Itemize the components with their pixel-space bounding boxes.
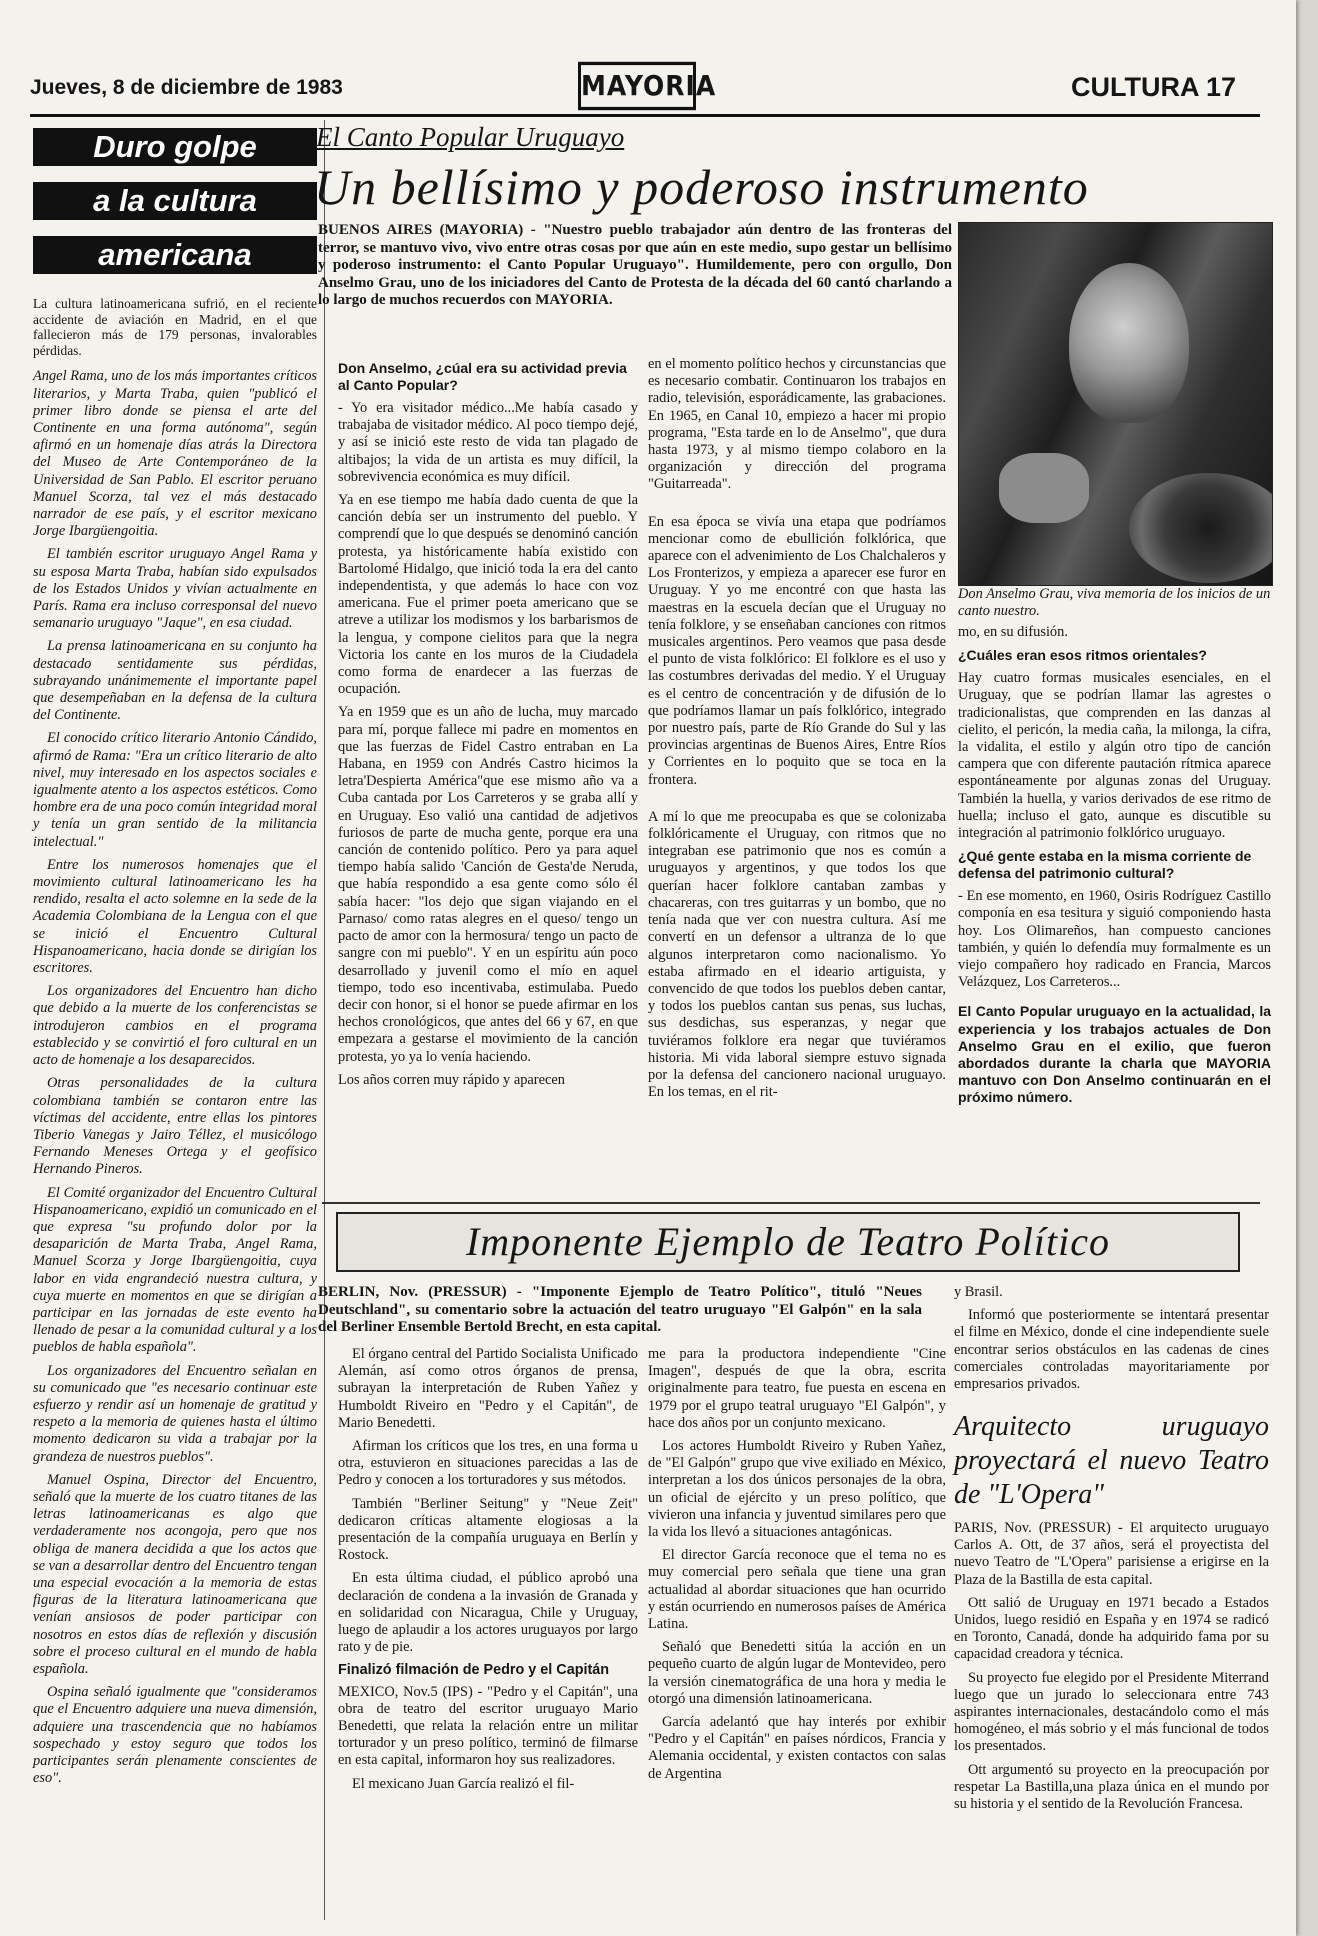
photo-hand: [999, 453, 1089, 523]
sidebar-paragraph: El conocido crítico literario Antonio Cándido, afirmó de Rama: "Era un crítico literario de alto nivel, muy interesado en los aspectos sociales e igualmente atento a los aspectos estéticos. Como hombre era de una poco común integridad moral y tenía un gran sentido de la militancia intelectual.": [33, 730, 317, 850]
photo-guitar: [1129, 473, 1273, 583]
photo-caption: Don Anselmo Grau, viva memoria de los inicios de un canto nuestro.: [958, 586, 1271, 619]
sidebar-body: [33, 368, 317, 1787]
interview-paragraph: - En ese momento, en 1960, Osiris Rodríguez Castillo componía en esa tesitura y siguió componiendo hasta hoy. Los Olimareños, han compuesto canciones también, y quién lo defendía muy formalmente es un viejo compañero hoy radicado en Francia, Marcos Velázquez, Los Carreteros...: [958, 888, 1271, 991]
interview-column-3: [958, 624, 1271, 1113]
sidebar-paragraph: Manuel Ospina, Director del Encuentro, señaló que la muerte de los cuatro titanes de las letras latinoamericanas es algo que verdaderamente nos acongoja, pero que nos obliga de manera decidida a que los actos que se van a desarrollar dentro del Encuentro tengan una especial evocación a la memoria de estas figuras de la literatura latinoamericana que venían ansiosos de poder participar con nosotros en estos días de reflexión y discusión sobre el proceso cultural en el mundo de habla española.: [33, 1471, 317, 1677]
masthead-rule: [30, 114, 1260, 117]
theatre-paragraph: Afirman los críticos que los tres, en una forma u otra, estuvieron en situaciones parecidas a las de Pedro y conocen a los torturadores y sus métodos.: [338, 1438, 638, 1489]
interview-column-2: [648, 356, 946, 1107]
film-paragraph: Informó que posteriormente se intentará presentar el filme en México, donde el cine independiente suele encontrar serios obstáculos en las cadenas de cines comerciales controladas mayoritariamente por empresarios privados.: [954, 1307, 1269, 1393]
sidebar-paragraph: Los organizadores del Encuentro han dicho que debido a la muerte de los conferencistas se introdujeron cambios en el programa establecido y se convirtió el foro cultural en un acto de homenaje a los desaparecidos.: [33, 983, 317, 1069]
film-paragraph: MEXICO, Nov.5 (IPS) - "Pedro y el Capitán", una obra de teatro del escritor uruguayo Mario Benedetti, que relata la relación entre un militar torturador y un preso político, terminó de filmarse en esta capital, informaron hoy sus realizadores.: [338, 1683, 638, 1769]
newspaper-logo: MAYORIA: [578, 62, 696, 110]
column-rule: [324, 120, 325, 1920]
portrait-photo: [958, 222, 1273, 586]
sidebar-paragraph: La prensa latinoamericana en su conjunto ha destacado sentidamente sus pérdidas, subrayando unánimemente el importante papel que desempeñaban en la defensa de la cultura del Continente.: [33, 638, 317, 724]
section-divider: [322, 1202, 1260, 1204]
interview-paragraph: - Yo era visitador médico...Me había casado y trabajaba de visitador médico. Al poco tiempo dejé, y así se inició este resto de vida tan plagado de altibajos; la vida de un artista es muy difícil, la sobrevivencia económica es muy difícil.: [338, 400, 638, 485]
theatre-headline-box: [336, 1212, 1240, 1272]
interview-paragraph: Hay cuatro formas musicales esenciales, en el Uruguay, que se podrían llamar las agrestes o tradicionalistas, que comprenden en las danzas al cielito, el pericón, la media caña, la milonga, la cifra, la vidalita, el estilo y algún otro tipo de canción campera que con diferente pautación rítmica aparece espontáneamente por algunas zonas del Uruguay. También la huella, y varios derivados de ese ritmo de huella; incluso el gato, aunque es discutible su integración al patrimonio folklórico uruguayo.: [958, 670, 1271, 842]
film-paragraph: y Brasil.: [954, 1284, 1003, 1300]
sidebar-article: [33, 296, 317, 1793]
theatre-headline: Imponente Ejemplo de Teatro Político: [465, 1219, 1111, 1264]
film-subhead: Finalizó filmación de Pedro y el Capitán: [338, 1662, 610, 1679]
theatre-column-2: [648, 1346, 946, 1789]
interview-paragraph: En esa época se vivía una etapa que podríamos mencionar como de ebullición folklórica, que aparece con el advenimiento de Los Chalchaleros y Los Fronterizos, y empieza a aparecer ese furor en Uruguay. Y yo me encontré con que hasta las maestras en la escuela decían que el Uruguay no tenía folklore, y se enseñaban canciones con ritmos musicales argentinos. Pero veamos que pasa desde el punto de vista folklórico: El folklore es el uso y las costumbres derivadas del medio. Y el Uruguay es el centro de concentración y de difusión de lo que podríamos llamar un país folklórico, integrado por nuestro país, parte de Río Grande do Sul y las provincias argentinas de Buenos Aires, Entre Ríos y Corrientes en lo poquito que se toca en la frontera.: [648, 513, 946, 788]
photo-face: [1069, 263, 1189, 423]
interview-paragraph: mo, en su difusión.: [958, 624, 1068, 640]
theatre-paragraph: En esta última ciudad, el público aprobó una declaración de condena a la invasión de Granada y en solidaridad con Nicaragua, Chile y Uruguay, luego de aplaudir a los actores uruguayos por largo rato y de pie.: [338, 1570, 638, 1656]
sidebar-paragraph: Angel Rama, uno de los más importantes críticos literarios, y Marta Traba, quien "publicó el primer libro donde se piensa el arte del Continente en una forma autónoma", según afirmó en un homenaje días atrás la Directora del Museo de Arte Contemporáneo de la Universidad de San Pablo. El escritor peruano Manuel Scorza, tal vez el más destacado narrador de ese país, y el escritor mexicano Jorge Ibargüengoitia.: [33, 368, 317, 540]
interview-question: ¿Qué gente estaba en la misma corriente de defensa del patrimonio cultural?: [958, 848, 1252, 882]
interview-paragraph: en el momento político hechos y circunstancias que es necesario combatir. Continuaron los trabajos en radio, televisión, esporádicamente, las grabaciones. En 1965, en Canal 10, empiezo a hacer mi propio programa, "Esta tarde en lo de Anselmo", que dura hasta 1973, y al mismo tiempo colaboro en la organización y dirección del programa "Guitarreada".: [648, 356, 946, 493]
article-kicker: El Canto Popular Uruguayo: [316, 122, 625, 152]
section-label: CULTURA 17: [1070, 72, 1236, 102]
sidebar-paragraph: Otras personalidades de la cultura colombiana también se contaron entre las víctimas del accidente, entre ellas los pintores Tiberio Vanegas y Jairo Téllez, el musicólogo Fernando Meneses Ortega y el geofísico Hernando Pineros.: [33, 1075, 317, 1178]
film-paragraph: me para la productora independiente "Cine Imagen", después de que la obra, escrita originalmente para teatro, fue puesta en escena en 1979 por el grupo teatral uruguayo "El Galpón", y hace dos años por un conjunto mexicano.: [648, 1346, 946, 1431]
film-paragraph: Los actores Humboldt Riveiro y Ruben Yañez, de "El Galpón" grupo que vive exiliado en México, interpretan a los dos únicos personajes de la obra, un oficial de ejército y un preso político, que vivieron una infancia y juventud similares pero que la vida los llevó a situaciones antagónicas.: [648, 1438, 946, 1541]
sidebar-title-line-2: a la cultura: [33, 182, 317, 220]
architect-headline: Arquitecto uruguayo proyectará el nuevo Teatro de "L'Opera": [954, 1411, 1269, 1510]
interview-paragraph: Ya en 1959 que es un año de lucha, muy marcado para mí, porque fallece mi padre en momentos en que las fuerzas de Fidel Castro entraban en La Habana, en 1959 con Andrés Castro hicimos la letra'Despierta América"que ese mismo año va a Cuba cantada por Los Carreteros y se graba allí y en Uruguay. Eso valió una cantidad de adjetivos furiosos de parte de mucha gente, porque era una canción de contenido político. Pero ya para aquel tiempo había salido 'Canción de Gesta'de Neruda, que había respondido a esa gente como sólo él sabía hacer: "los dejo que sigan viajando en el Parnaso/ como ratas alegres en el queso/ tengo un pacto de amor con la hermosura/ tengo un pacto de sangre con mi pueblo". Y en un espíritu aún poco desarrollado y juvenil como el mío en aquel tiempo, todo eso incentivaba, estimulaba. Puedo decir con honor, si el honor se puede afirmar en los hechos cronológicos, que antes del 66 y 67, en que empezara a gestarse el movimiento de la canción protesta, yo ya lo venía haciendo.: [338, 704, 638, 1065]
theatre-column-1: [338, 1346, 638, 1799]
sidebar-paragraph: El Comité organizador del Encuentro Cultural Hispanoamericano, expidió un comunicado en el que expresa "su profundo dolor por la desaparición de Marta Traba, Angel Rama, Manuel Scorza y Jorge Ibargüengoitia, cuya labor en vida engrandeció nuestra cultura, y cuya muerte en momentos en que se dirigían a participar en las jornadas de este evento ha llenado de pesar a la comunidad cultural y a los pueblos de habla española".: [33, 1184, 317, 1356]
sidebar-title-line-3: americana: [33, 236, 317, 274]
architect-article: [954, 1520, 1269, 1819]
theatre-paragraph: También "Berliner Seitung" y "Neue Zeit" dedicaron críticas altamente elogiosas a la presentación de la compañía uruguaya en Berlín y Rostock.: [338, 1495, 638, 1564]
sidebar-paragraph: El también escritor uruguayo Angel Rama y su esposa Marta Traba, habían sido expulsados de los Estados Unidos y vivían actualmente en París. Rama era incluso corresponsal del nuevo semanario uruguayo "Jaque", en esa ciudad.: [33, 546, 317, 632]
interview-column-1: [338, 356, 638, 1095]
sidebar-paragraph: Entre los numerosos homenajes que el movimiento cultural latinoamericano les ha rendido, resalta el acto solemne en la sede de la Academia Colombiana de la Lengua con el que se inició el Encuentro Cultural Hispanoamericano, hacia donde se dirigían los escritores.: [33, 856, 317, 977]
interview-paragraph: A mí lo que me preocupaba es que se colonizaba folklóricamente el Uruguay, con ritmos que no integraban ese patrimonio que nos es común a uruguayos y argentinos, y que todos los que querían hacer folklore cantaban zambas y chacareras, con tres guitarras y un bombo, que no tenía nada que ver con nuestra cultura. Así me convertí en un defensor a ultranza de lo que algunos interpretaron como nacionalismo. Yo estaba afirmado en el ideario artiguista, y convencido de que todos los pueblos deben cantar, y todos los pueblos cantan sus penas, sus luchas, sus desdichas, sus esperanzas, y negar que tuviéramos folklore era negar que tuviéramos historia. Mi vida laboral siempre estuvo signada por la defensa del cancionero nacional uruguayo. En los temas, en el rit-: [648, 808, 946, 1101]
interview-paragraph: Los años corren muy rápido y aparecen: [338, 1071, 565, 1088]
sidebar-intro: La cultura latinoamericana sufrió, en el reciente accidente de aviación en Madrid, en el que fallecieron más de 179 personas, invalorables pérdidas.: [33, 296, 317, 358]
sidebar-paragraph: Los organizadores del Encuentro señalan en su comunicado que "es necesario continuar este esfuerzo y rendir así un homenaje de gratitud y respeto a la memoria de quienes hasta el último momento dedicaron su vida a trabajar por la grandeza de nuestros pueblos".: [33, 1362, 317, 1465]
article-lead: BUENOS AIRES (MAYORIA) - "Nuestro pueblo trabajador aún dentro de las fronteras del terror, se mantuvo vivo, vivo entre otras cosas por que aún en este medio, supo gestar un bellísimo y poderoso instrumento: el Canto Popular Uruguayo". Humildemente, pero con orgullo, Don Anselmo Grau, uno de los iniciadores del Canto de Protesta de la década del 60 cantó charlando a lo largo de muchos recuerdos con MAYORIA.: [318, 222, 952, 309]
film-paragraph: El mexicano Juan García realizó el fil-: [352, 1775, 575, 1792]
article-closing-note: El Canto Popular uruguayo en la actualidad, la experiencia y los trabajos actuales de Don Anselmo Grau en el exilio, que fueron abordados durante la charla que MAYORIA mantuvo con Don Anselmo continuarán en el próximo número.: [958, 1003, 1271, 1106]
article-headline: Un bellísimo y poderoso instrumento: [314, 159, 1089, 215]
sidebar-title-line-1: Duro golpe: [33, 128, 317, 166]
interview-paragraph: Ya en ese tiempo me había dado cuenta de que la canción debía ser un instrumento del pueblo. Y comprendí que lo que después se denominó canción protesta, ya históricamente había existido con Bartolomé Hidalgo, que inició toda la era del canto independentista, y que además lo hace con voz americana. Fue el primer poeta americano que se atreve a utilizar los modismos y los barbarismos de la lengua, y compone cielitos para que la negra Victoria los cante en los muros de la Ciudadela como forma de enardecer a las fuerzas de ocupación.: [338, 492, 638, 698]
theatre-lead: BERLIN, Nov. (PRESSUR) - "Imponente Ejemplo de Teatro Político", tituló "Neues Deutschland", su comentario sobre la actuación del teatro uruguayo "El Galpón" en la sala del Berliner Ensemble Bertold Brecht, en esta capital.: [318, 1284, 922, 1336]
film-paragraph: Señaló que Benedetti sitúa la acción en un pequeño cuarto de algún lugar de Montevideo, pero la versión cinematográfica de una hora y media le otorgó una dimensión latinoamericana.: [648, 1639, 946, 1707]
interview-question: ¿Cuáles eran esos ritmos orientales?: [958, 647, 1207, 664]
architect-paragraph: Ott argumentó su proyecto en la preocupación por respetar La Bastilla,una plaza única en el mundo por su historia y el sentido de la Revolución Francesa.: [954, 1761, 1269, 1813]
issue-date: Jueves, 8 de diciembre de 1983: [30, 76, 343, 99]
interview-question: Don Anselmo, ¿cúal era su actividad previa al Canto Popular?: [338, 360, 627, 393]
theatre-paragraph: El órgano central del Partido Socialista Unificado Alemán, así como otros órganos de prensa, subrayan la interpretación de Ruben Yañez y Humboldt Riveiro en "Pedro y el Capitán", de Mario Benedetti.: [338, 1346, 638, 1431]
theatre-column-3: [954, 1284, 1269, 1399]
sidebar-paragraph: Ospina señaló igualmente que "consideramos que el Encuentro adquiere una nueva dimensión, adquiere una trascendencia que no habíamos sospechado y estoy seguro que todos los participantes serán plenamente conscientes de eso".: [33, 1684, 317, 1787]
architect-paragraph: PARIS, Nov. (PRESSUR) - El arquitecto uruguayo Carlos A. Ott, de 37 años, será el proyectista del nuevo Teatro de "L'Opera" parisiense a erigirse en la Plaza de la Bastilla de esta capital.: [954, 1520, 1269, 1588]
film-paragraph: El director García reconoce que el tema no es muy comercial pero señala que tiene una gran actualidad al abordar situaciones que han ocurrido y están ocurriendo en numerosos países de América Latina.: [648, 1547, 946, 1633]
architect-paragraph: Su proyecto fue elegido por el Presidente Miterrand luego que un jurado lo seleccionara entre 743 aspirantes internacionales, destacándolo como el más homogéneo, el más sobrio y el más funcional de todos los presentados.: [954, 1669, 1269, 1755]
architect-paragraph: Ott salió de Uruguay en 1971 becado a Estados Unidos, luego residió en España y en 1974 se radicó en Toronto, Canadá, donde ha adquirido fama por su capacidad creadora y técnica.: [954, 1594, 1269, 1663]
film-paragraph: García adelantó que hay interés por exhibir "Pedro y el Capitán" en países nórdicos, Francia y Alemania occidental, y existen contactos con salas de Argentina: [648, 1714, 946, 1782]
